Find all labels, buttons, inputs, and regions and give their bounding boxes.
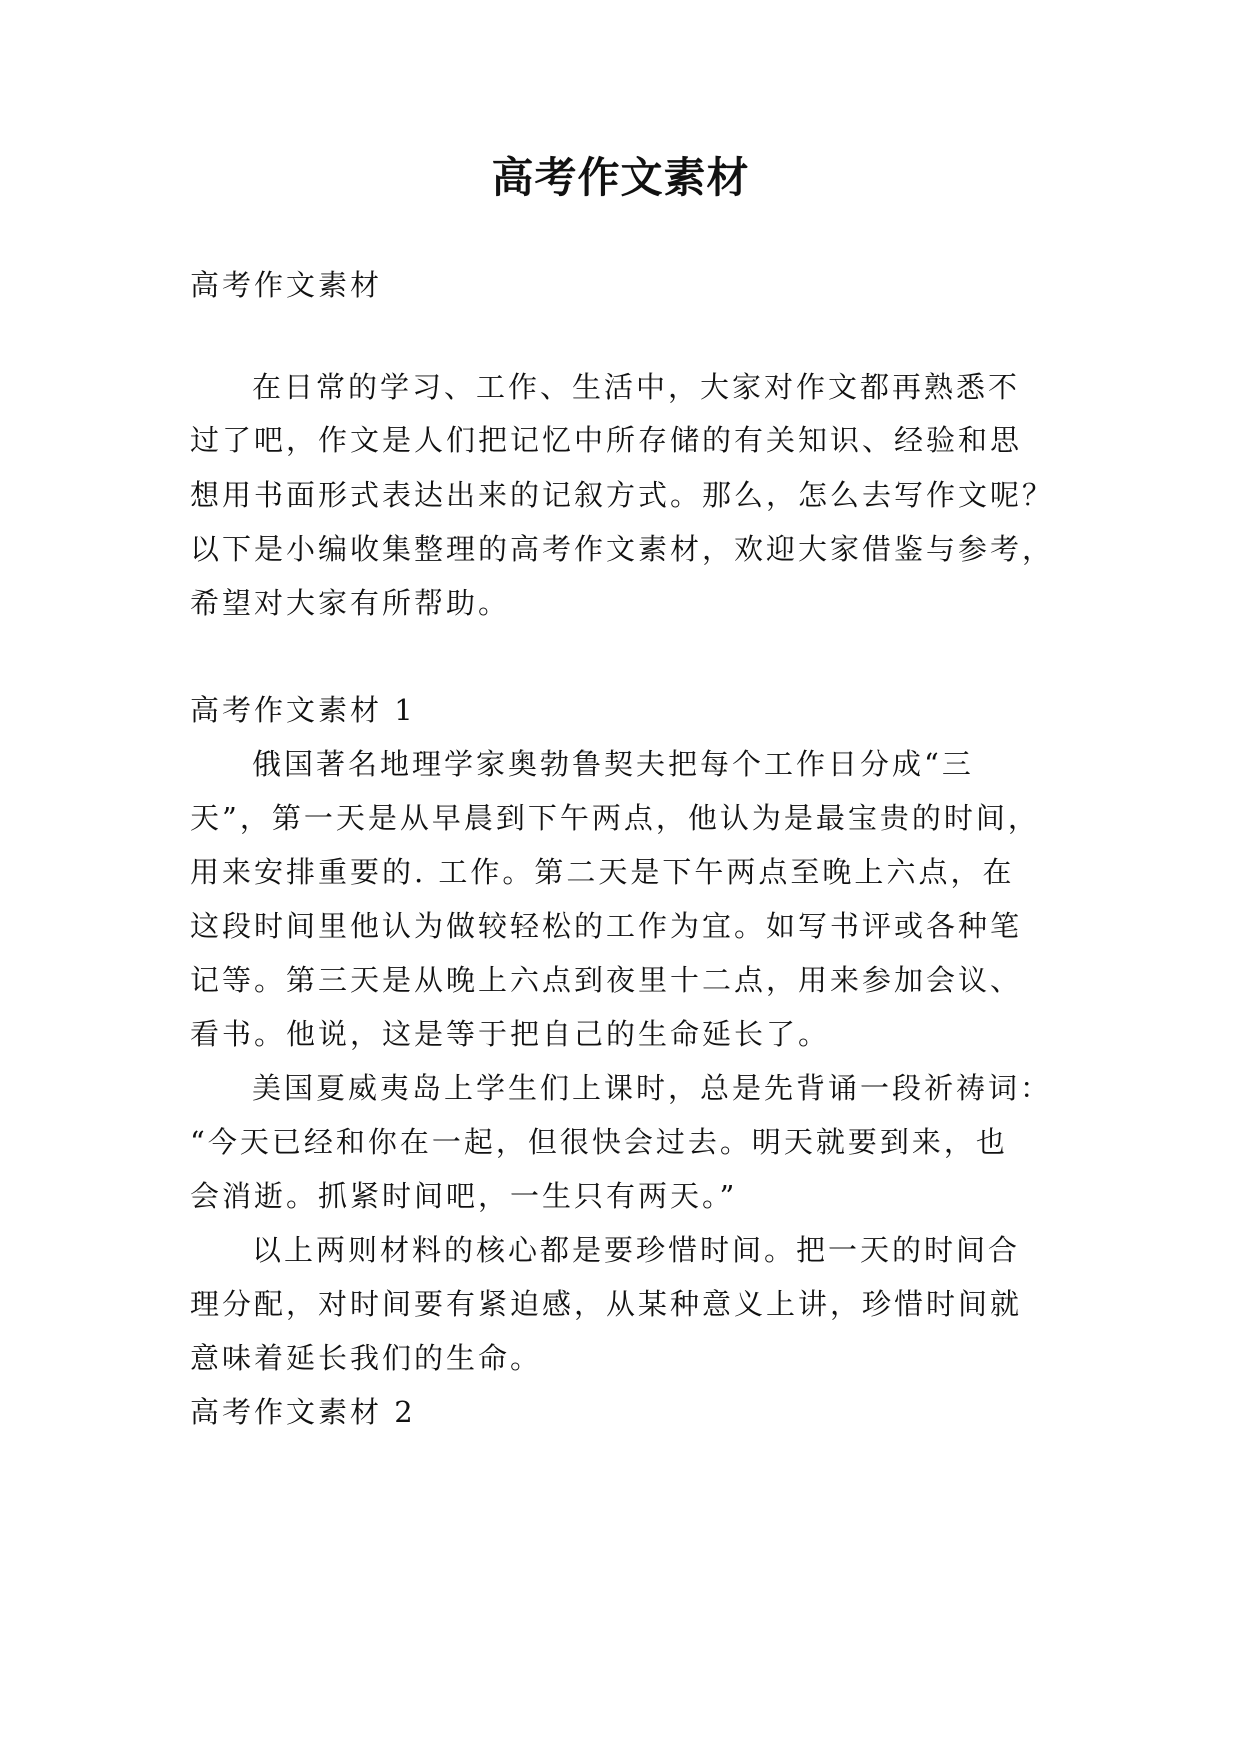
paragraph-line: 用来安排重要的. 工作。第二天是下午两点至晚上六点，在 <box>190 855 1015 889</box>
paragraph-line: 以上两则材料的核心都是要珍惜时间。把一天的时间合 <box>252 1233 1021 1267</box>
paragraph-line: 看书。他说，这是等于把自己的生命延长了。 <box>190 1017 831 1051</box>
section-heading-1: 高考作文素材 1 <box>190 693 416 727</box>
section-heading-2: 高考作文素材 2 <box>190 1395 416 1429</box>
subtitle: 高考作文素材 <box>190 268 383 302</box>
paragraph-line: 俄国著名地理学家奥勃鲁契夫把每个工作日分成“三 <box>252 747 974 781</box>
intro-line: 希望对大家有所帮助。 <box>190 586 511 620</box>
intro-line: 以下是小编收集整理的高考作文素材，欢迎大家借鉴与参考， <box>190 532 1055 566</box>
paragraph-line: 这段时间里他认为做较轻松的工作为宜。如写书评或各种笔 <box>190 909 1023 943</box>
paragraph-line: 意味着延长我们的生命。 <box>190 1341 543 1375</box>
intro-line: 在日常的学习、工作、生活中，大家对作文都再熟悉不 <box>252 370 1021 404</box>
document-title: 高考作文素材 <box>491 153 750 202</box>
paragraph-line: 会消逝。抓紧时间吧，一生只有两天。” <box>190 1179 738 1213</box>
paragraph-line: 美国夏威夷岛上学生们上课时，总是先背诵一段祈祷词： <box>252 1071 1053 1105</box>
paragraph-line: “今天已经和你在一起，但很快会过去。明天就要到来，也 <box>190 1125 1008 1159</box>
paragraph-line: 记等。第三天是从晚上六点到夜里十二点，用来参加会议、 <box>190 963 1023 997</box>
paragraph-line: 理分配，对时间要有紧迫感，从某种意义上讲，珍惜时间就 <box>190 1287 1023 1321</box>
intro-line: 想用书面形式表达出来的记叙方式。那么，怎么去写作文呢？ <box>190 478 1055 512</box>
paragraph-line: 天”，第一天是从早晨到下午两点，他认为是最宝贵的时间， <box>190 801 1040 835</box>
intro-line: 过了吧，作文是人们把记忆中所存储的有关知识、经验和思 <box>190 423 1023 457</box>
